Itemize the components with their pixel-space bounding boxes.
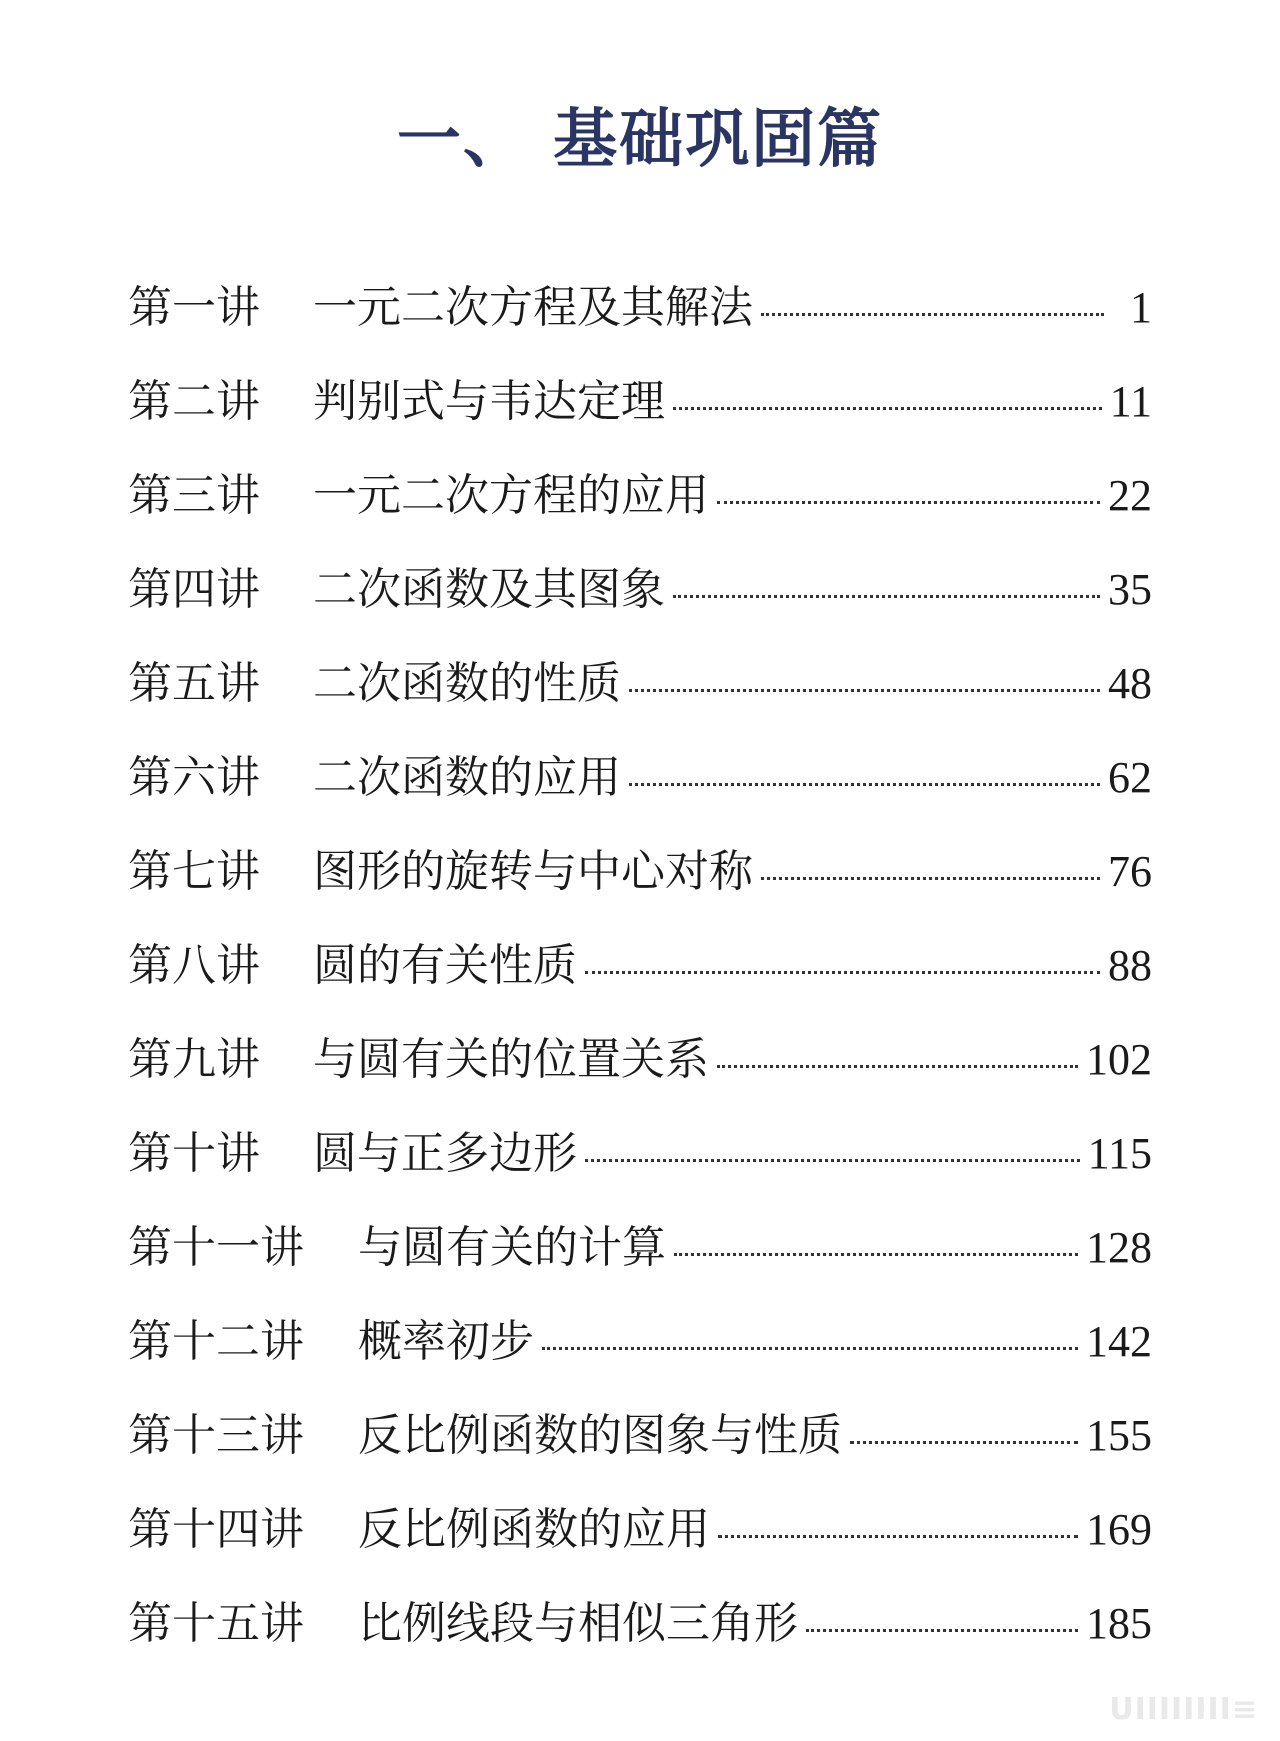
toc-lecture-number: 第六讲 [128, 752, 260, 803]
toc-lecture-number: 第十三讲 [128, 1410, 304, 1461]
toc-lecture-number: 第十五讲 [128, 1598, 304, 1649]
toc-lecture-title: 反比例函数的图象与性质 [358, 1410, 842, 1461]
toc-lecture-number: 第十二讲 [128, 1316, 304, 1367]
toc-page-number: 185 [1086, 1599, 1152, 1648]
toc-page-number: 22 [1108, 471, 1152, 520]
toc-leader-dots [629, 781, 1100, 786]
toc-lecture-title: 圆与正多边形 [313, 1128, 577, 1179]
toc-lecture-number: 第十四讲 [128, 1504, 304, 1555]
toc-leader-dots [717, 499, 1100, 504]
toc-row-13[interactable] [128, 1406, 1152, 1500]
toc-page-number: 102 [1086, 1035, 1152, 1084]
toc-lecture-title: 与圆有关的计算 [358, 1222, 666, 1273]
toc-page-number: 169 [1086, 1505, 1152, 1554]
toc-row-2[interactable] [128, 372, 1152, 466]
toc-lecture-number: 第七讲 [128, 846, 260, 897]
toc-lecture-title: 判别式与韦达定理 [313, 376, 665, 427]
toc-lecture-title: 二次函数的应用 [313, 752, 621, 803]
toc-row-14[interactable] [128, 1500, 1152, 1594]
toc-lecture-number: 第三讲 [128, 470, 260, 521]
toc-lecture-number: 第二讲 [128, 376, 260, 427]
toc-lecture-title: 二次函数及其图象 [313, 564, 665, 615]
toc-lecture-title: 概率初步 [358, 1316, 534, 1367]
toc-page-number: 76 [1108, 847, 1152, 896]
toc-leader-dots [850, 1439, 1078, 1444]
toc-leader-dots [585, 1157, 1080, 1162]
toc-row-15[interactable] [128, 1594, 1152, 1688]
toc-row-1[interactable] [128, 278, 1152, 372]
toc-page-number: 1 [1130, 283, 1152, 332]
toc-leader-dots [542, 1345, 1078, 1350]
toc-leader-dots [674, 1251, 1078, 1256]
toc-row-8[interactable] [128, 936, 1152, 1030]
toc-row-11[interactable] [128, 1218, 1152, 1312]
toc-page-number: 48 [1108, 659, 1152, 708]
toc-page-number: 88 [1108, 941, 1152, 990]
toc-page-number: 62 [1108, 753, 1152, 802]
toc-lecture-title: 圆的有关性质 [313, 940, 577, 991]
toc-row-9[interactable] [128, 1030, 1152, 1124]
toc-leader-dots [673, 593, 1100, 598]
toc-leader-dots [585, 969, 1100, 974]
toc-row-6[interactable] [128, 748, 1152, 842]
toc-leader-dots [761, 875, 1100, 880]
toc-row-5[interactable] [128, 654, 1152, 748]
toc-lecture-number: 第九讲 [128, 1034, 260, 1085]
toc-lecture-number: 第一讲 [128, 282, 260, 333]
toc-leader-dots [629, 687, 1100, 692]
page-title: 一、 基础巩固篇 [396, 103, 884, 177]
toc-lecture-number: 第四讲 [128, 564, 260, 615]
toc-lecture-title: 与圆有关的位置关系 [313, 1034, 709, 1085]
toc-lecture-number: 第十讲 [128, 1128, 260, 1179]
toc-row-4[interactable] [128, 560, 1152, 654]
toc-lecture-number: 第八讲 [128, 940, 260, 991]
toc-lecture-number: 第五讲 [128, 658, 260, 709]
toc-leader-dots [761, 311, 1104, 316]
toc-leader-dots [718, 1533, 1078, 1538]
toc-lecture-title: 比例线段与相似三角形 [358, 1598, 798, 1649]
toc-row-10[interactable] [128, 1124, 1152, 1218]
toc-page-number: 11 [1109, 377, 1152, 426]
toc-lecture-title: 图形的旋转与中心对称 [313, 846, 753, 897]
toc-page-number: 35 [1108, 565, 1152, 614]
toc-row-7[interactable] [128, 842, 1152, 936]
toc-row-12[interactable] [128, 1312, 1152, 1406]
toc-page-number: 128 [1086, 1223, 1152, 1272]
toc-page-number: 115 [1087, 1129, 1152, 1178]
watermark-logo: UIIIIIIII≡ [1109, 1692, 1258, 1727]
toc-lecture-number: 第十一讲 [128, 1222, 304, 1273]
toc-lecture-title: 二次函数的性质 [313, 658, 621, 709]
toc-row-3[interactable] [128, 466, 1152, 560]
table-of-contents [128, 278, 1152, 1688]
toc-lecture-title: 一元二次方程及其解法 [313, 282, 753, 333]
toc-page-number: 142 [1086, 1317, 1152, 1366]
toc-leader-dots [673, 405, 1102, 410]
toc-leader-dots [717, 1063, 1078, 1068]
toc-page-number: 155 [1086, 1411, 1152, 1460]
toc-lecture-title: 一元二次方程的应用 [313, 470, 709, 521]
toc-leader-dots [806, 1627, 1078, 1632]
toc-lecture-title: 反比例函数的应用 [358, 1504, 710, 1555]
